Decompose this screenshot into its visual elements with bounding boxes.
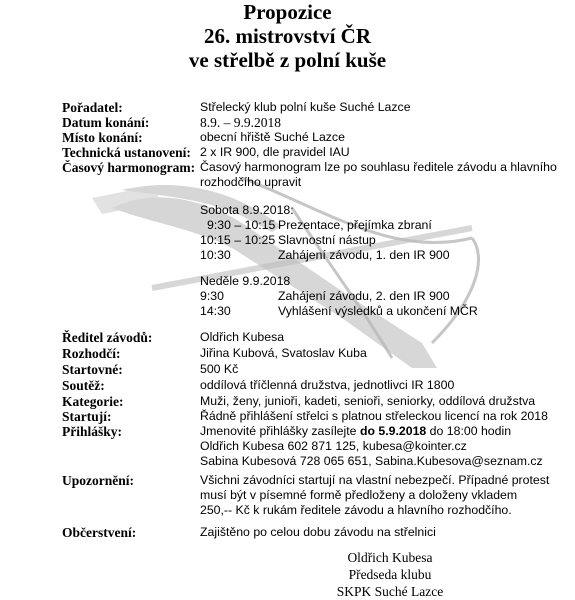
document-title-3: ve střelbě z polní kuše: [188, 48, 387, 72]
fee-value: 500 Kč: [200, 362, 239, 376]
signature-club: SKPK Suché Lazce: [336, 584, 444, 599]
registration-contact-2: Sabina Kubesová 728 065 651, Sabina.Kubesova@seznam.cz: [200, 454, 543, 468]
signature-role: Předseda klubu: [348, 567, 432, 582]
schedule-event: Slavnostní nástup: [278, 233, 376, 247]
date-value: 8.9. – 9.9.2018: [200, 115, 281, 130]
referees-label: Rozhodčí:: [62, 346, 121, 361]
registration-value: [200, 424, 511, 439]
director-value: Oldřich Kubesa: [200, 330, 285, 344]
timetable-value: Časový harmonogram lze po souhlasu ředitele závodu a hlavního: [200, 160, 557, 174]
refreshments-label: Občerstvení:: [62, 525, 137, 540]
technical-label: Technická ustanovení:: [62, 145, 191, 160]
director-label: Ředitel závodů:: [62, 330, 153, 345]
fee-label: Startovné:: [62, 362, 123, 377]
referees-value: Jiřina Kubová, Svatoslav Kuba: [200, 346, 367, 360]
organizer-value: Střelecký klub polní kuše Suché Lazce: [200, 100, 411, 114]
participants-value: Řádně přihlášení střelci s platnou střeleckou licencí na rok 2018: [200, 409, 548, 423]
schedule-day-sunday: Neděle 9.9.2018: [200, 274, 291, 288]
timetable-label: Časový harmonogram:: [62, 160, 196, 175]
categories-label: Kategorie:: [62, 394, 124, 409]
schedule-time: 9:30: [200, 289, 224, 303]
refreshments-value: Zajištěno po celou dobu závodu na střelnici: [200, 525, 436, 539]
schedule-event: Zahájení závodu, 1. den IR 900: [278, 248, 450, 262]
competition-label: Soutěž:: [62, 378, 105, 393]
schedule-time: 14:30: [200, 304, 231, 318]
registration-pre: Jmenovité přihlášky zasílejte: [200, 424, 360, 438]
notice-label: Upozornění:: [62, 473, 134, 488]
document-title-1: Propozice: [243, 0, 332, 24]
document-title-2: 26. mistrovství ČR: [203, 24, 371, 48]
schedule-event: Prezentace, přejímka zbraní: [278, 218, 432, 232]
schedule-time: 9:30 – 10:15: [207, 218, 276, 232]
signature-name: Oldřich Kubesa: [347, 550, 433, 565]
schedule-time: 10:30: [200, 248, 231, 262]
venue-value: obecní hřiště Suché Lazce: [200, 130, 345, 144]
schedule-time: 10:15 – 10:25: [200, 233, 276, 247]
schedule-day-saturday: Sobota 8.9.2018:: [200, 203, 294, 217]
registration-post: do 18:00 hodin: [426, 424, 512, 438]
schedule-event: Vyhlášení výsledků a ukončení MČR: [278, 304, 478, 318]
notice-line: musí být v písemné formě předloženy a doloženy vkladem: [200, 488, 518, 502]
participants-label: Startují:: [62, 409, 112, 424]
notice-line: 250,-- Kč k rukám ředitele závodu a hlavního rozhodčího.: [200, 503, 512, 517]
categories-value: Muži, ženy, junioři, kadeti, senioři, seniorky, oddílová družstva: [200, 394, 536, 408]
competition-value: oddílová tříčlenná družstva, jednotlivci IR 1800: [200, 378, 455, 392]
venue-label: Místo konání:: [62, 130, 143, 145]
timetable-value-2: rozhodčího upravit: [200, 175, 302, 189]
date-label: Datum konání:: [62, 115, 150, 130]
technical-value: 2 x IR 900, dle pravidel IAU: [200, 145, 350, 159]
registration-deadline: do 5.9.2018: [359, 424, 427, 438]
registration-label: Přihlášky:: [62, 424, 123, 439]
organizer-label: Pořadatel:: [62, 100, 123, 115]
schedule-event: Zahájení závodu, 2. den IR 900: [278, 289, 450, 303]
notice-line: Všichni závodníci startují na vlastní nebezpečí. Případné protest: [200, 473, 550, 487]
registration-contact-1: Oldřich Kubesa 602 871 125, kubesa@kointer.cz: [200, 439, 467, 453]
